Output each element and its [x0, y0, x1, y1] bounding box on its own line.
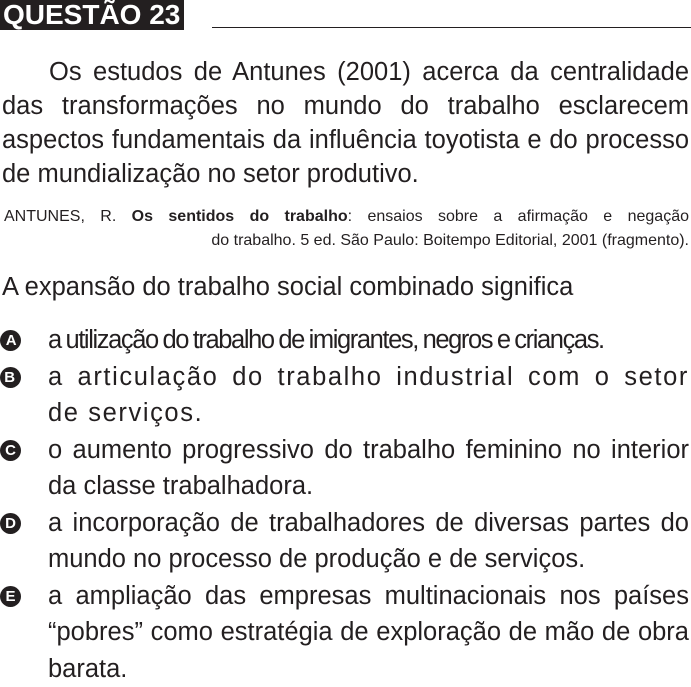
question-title: QUESTÃO 23 [0, 0, 184, 30]
citation-line-1 [4, 205, 689, 229]
option-e-letter-icon: E [0, 586, 21, 607]
citation-subtitle: : ensaios sobre a afirmação e negação [348, 208, 689, 225]
option-a-text: a utilização do trabalho de imigrantes, negros e crianças. [48, 326, 604, 354]
option-c-letter-icon: C [0, 440, 21, 461]
option-b-letter-icon: B [0, 367, 21, 388]
option-e-text: a ampliação das empresas multinacionais nos países “pobres” como estratégia de exploração de mão de obra barata. [48, 582, 689, 683]
option-a[interactable] [0, 322, 689, 359]
citation-line-2: do trabalho. 5 ed. São Paulo: Boitempo Editorial, 2001 (fragmento). [4, 229, 689, 253]
option-d-text: a incorporação de trabalhadores de diversas partes do mundo no processo de produção e de serviços. [48, 509, 689, 574]
option-a-letter-icon: A [0, 330, 21, 351]
option-d-letter-icon: D [0, 513, 21, 534]
answer-options [0, 322, 691, 687]
option-e[interactable] [0, 578, 689, 687]
option-d[interactable] [0, 505, 689, 578]
citation [4, 205, 689, 253]
header-divider [212, 27, 691, 28]
citation-work-title: Os sentidos do trabalho [132, 208, 348, 225]
question-header [0, 0, 691, 30]
option-c[interactable] [0, 432, 689, 505]
option-b-text: a articulação do trabalho industrial com o setor de serviços. [48, 363, 689, 428]
question-stem: A expansão do trabalho social combinado significa [2, 270, 689, 304]
option-b[interactable] [0, 359, 689, 432]
option-c-text: o aumento progressivo do trabalho feminino no interior da classe trabalhadora. [48, 436, 689, 501]
passage-text: Os estudos de Antunes (2001) acerca da centralidade das transformações no mundo do trabalho esclarecem aspectos fundamentais da influência toyotista e do processo de mundialização no setor produtivo. [2, 55, 689, 191]
citation-author: ANTUNES, R. [4, 208, 132, 225]
